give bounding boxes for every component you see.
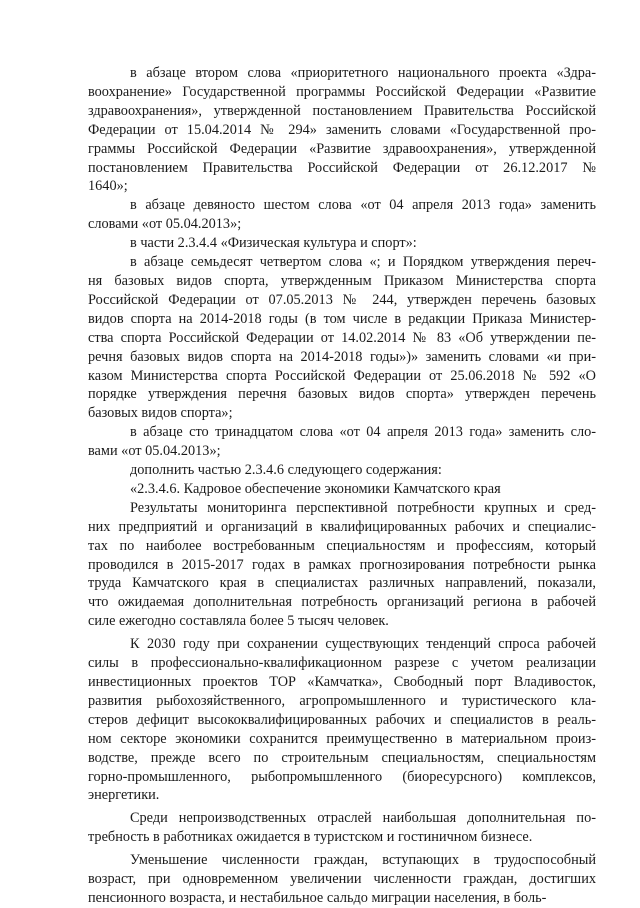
text-line: ном секторе экономики сохранится преимущественно в материальном произ- bbox=[88, 730, 596, 747]
paragraph bbox=[88, 809, 596, 847]
text-line: речня базовых видов спорта на 2014-2018 годы»)» заменить словами «и при- bbox=[88, 348, 596, 365]
paragraph bbox=[88, 461, 596, 480]
text-line: К 2030 году при сохранении существующих тенденций спроса рабочей bbox=[130, 636, 596, 653]
text-line: Уменьшение численности граждан, вступающих в трудоспособный bbox=[130, 852, 596, 869]
text-line: постановлением Правительства Российской Федерации от 26.12.2017 № bbox=[88, 159, 596, 176]
text-line: словами «от 05.04.2013»; bbox=[88, 216, 242, 233]
text-line: 1640»; bbox=[88, 178, 128, 195]
text-line: водстве, прежде всего по строительным специальностям, специальностям bbox=[88, 749, 596, 766]
paragraph bbox=[88, 253, 596, 423]
text-line: Среди непроизводственных отраслей наибольшая дополнительная по- bbox=[130, 810, 596, 827]
text-line: требность в работниках ожидается в туристском и гостиничном бизнесе. bbox=[88, 829, 533, 846]
text-line: тах по наиболее востребованным специальностям и профессиям, который bbox=[88, 537, 596, 554]
paragraph bbox=[88, 196, 596, 234]
paragraph bbox=[88, 234, 596, 253]
text-line: Российской Федерации от 07.05.2013 № 244, утвержден перечень базовых bbox=[88, 291, 596, 308]
text-line: силы в профессионально-квалификационном разрезе с учетом реализации bbox=[88, 655, 596, 672]
text-line: проводился в 2015-2017 годах в рамках прогнозирования потребности рынка bbox=[88, 556, 596, 573]
text-line: в абзаце сто тринадцатом слова «от 04 апреля 2013 года» заменить сло- bbox=[130, 424, 596, 441]
text-line: в абзаце семьдесят четвертом слова «; и Порядком утверждения переч- bbox=[130, 254, 596, 271]
text-line: стеров дефицит высококвалифицированных рабочих и специалистов в реаль- bbox=[88, 711, 596, 728]
text-line: казом Министерства спорта Российской Федерации от 25.06.2018 № 592 «О bbox=[88, 367, 596, 384]
text-line: труда Камчатского края в специалистах различных направлений, показали, bbox=[88, 575, 596, 592]
text-line: Результаты мониторинга перспективной потребности крупных и сред- bbox=[130, 499, 596, 516]
text-line: энергетики. bbox=[88, 787, 160, 804]
text-line: горно-промышленного, рыбопромышленного (биоресурсного) комплексов, bbox=[88, 768, 596, 785]
text-line: возраст, при одновременном увеличении численности граждан, достигших bbox=[88, 871, 596, 888]
text-line: Федерации от 15.04.2014 № 294» заменить словами «Государственной про- bbox=[88, 121, 596, 138]
text-line: в абзаце девяносто шестом слова «от 04 апреля 2013 года» заменить bbox=[130, 197, 596, 214]
paragraph bbox=[88, 64, 596, 196]
paragraph bbox=[88, 423, 596, 461]
text-line: граммы Российской Федерации «Развитие здравоохранения», утвержденной bbox=[88, 140, 596, 157]
text-line: силе ежегодно составляла более 5 тысяч человек. bbox=[88, 613, 389, 630]
paragraph bbox=[88, 851, 596, 908]
paragraph bbox=[88, 635, 596, 805]
text-line: ства спорта Российской Федерации от 14.02.2014 № 83 «Об утверждении пе- bbox=[88, 329, 596, 346]
text-line: в части 2.3.4.4 «Физическая культура и спорт»: bbox=[130, 235, 417, 252]
text-line: что ожидаемая дополнительная потребность организаций региона в рабочей bbox=[88, 594, 596, 611]
text-line: в абзаце втором слова «приоритетного национального проекта «Здра- bbox=[130, 65, 596, 81]
text-line: «2.3.4.6. Кадровое обеспечение экономики Камчатского края bbox=[130, 480, 501, 497]
text-line: вами «от 05.04.2013»; bbox=[88, 443, 221, 460]
text-line: ня базовых видов спорта, утвержденным Приказом Министерства спорта bbox=[88, 272, 596, 289]
text-line: пенсионного возраста, и нестабильное сальдо миграции населения, в боль- bbox=[88, 889, 547, 906]
text-line: дополнить частью 2.3.4.6 следующего содержания: bbox=[130, 462, 442, 479]
text-line: них предприятий и организаций в квалифицированных рабочих и специалис- bbox=[88, 518, 596, 535]
text-line: инвестиционных проектов ТОР «Камчатка», Свободный порт Владивосток, bbox=[88, 674, 596, 690]
paragraph bbox=[88, 480, 596, 499]
text-line: здравоохранения», утвержденной постановлением Правительства Российской bbox=[88, 102, 596, 119]
text-line: видов спорта на 2014-2018 годы (в том числе в редакции Приказа Министер- bbox=[88, 310, 596, 327]
text-line: воохранение» Государственной программы Российской Федерации «Развитие bbox=[88, 83, 596, 100]
paragraph bbox=[88, 499, 596, 631]
text-line: базовых видов спорта»; bbox=[88, 405, 233, 422]
text-line: развития рыбохозяйственного, агропромышленного и туристического кла- bbox=[88, 692, 596, 709]
text-line: порядке утверждения перечня базовых видов спорта» утвержден перечень bbox=[88, 386, 596, 403]
